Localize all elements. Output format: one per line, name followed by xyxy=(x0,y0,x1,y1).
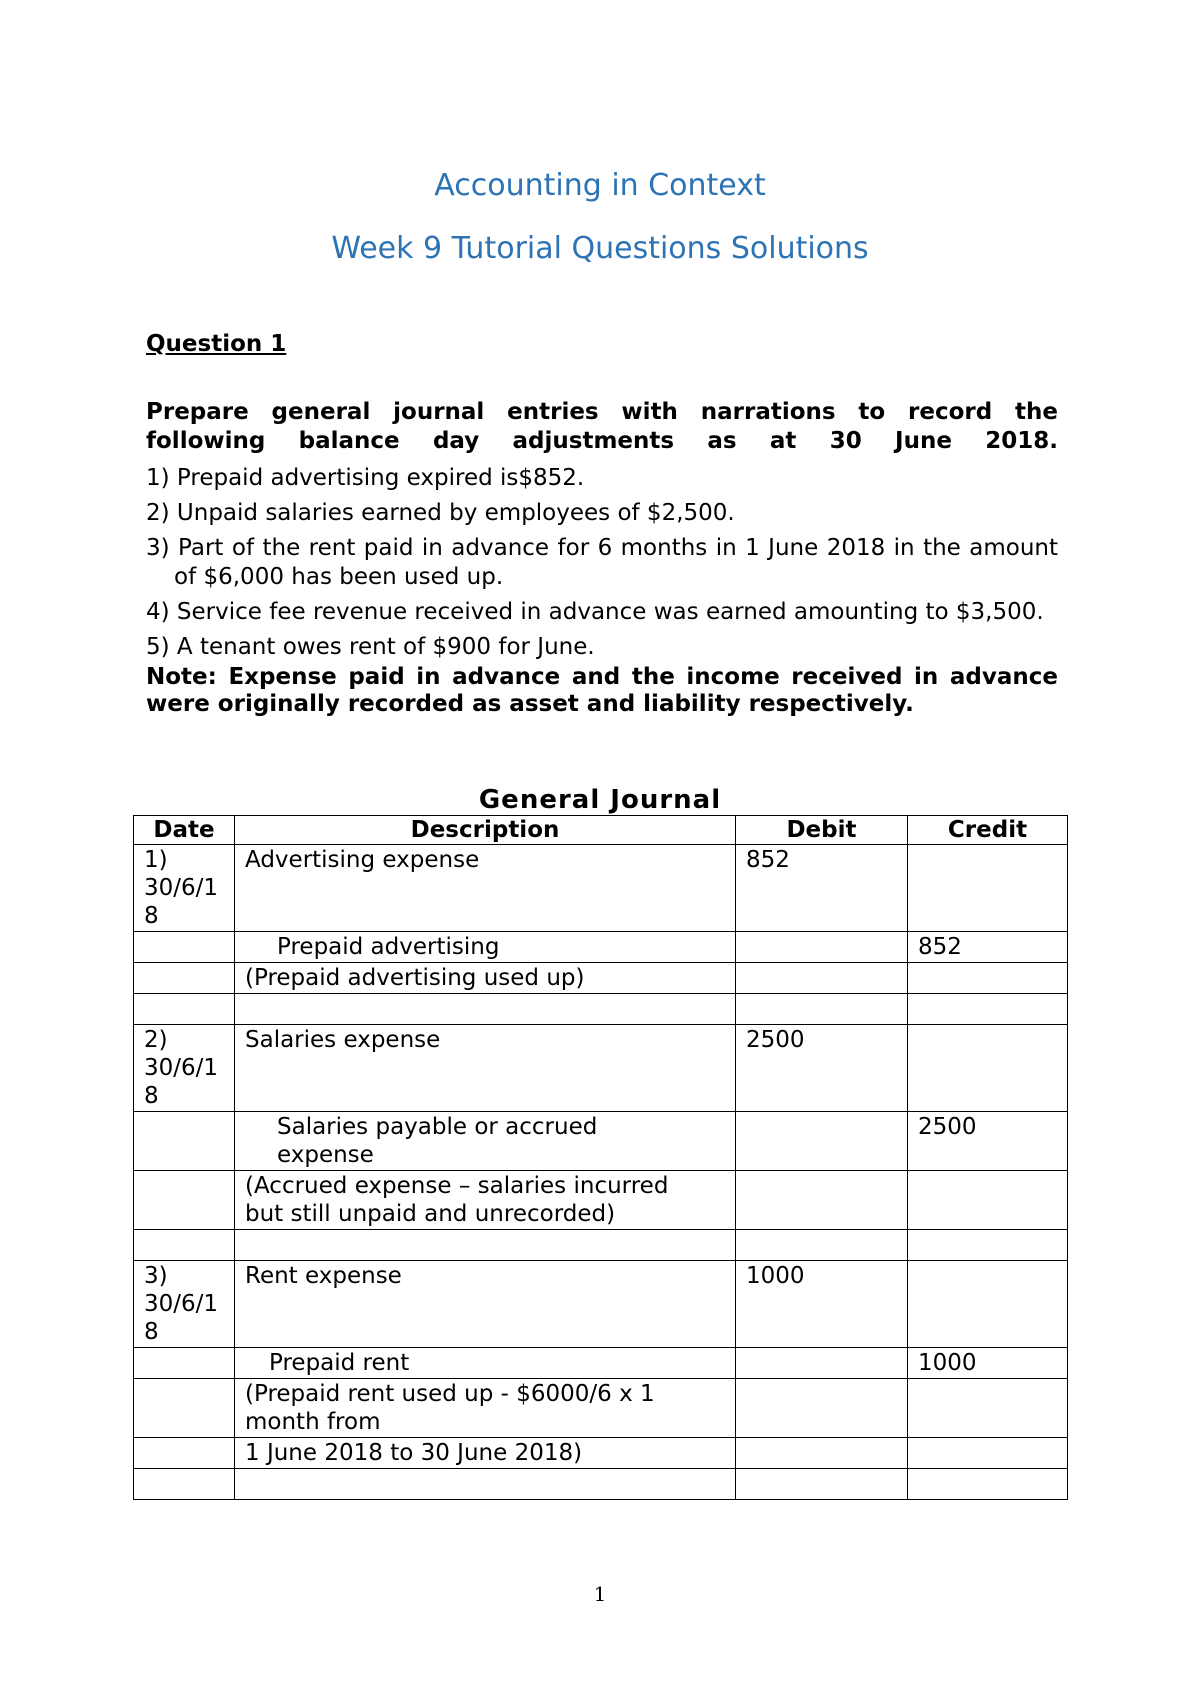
table-row xyxy=(134,1230,1068,1261)
table-row xyxy=(134,963,1068,994)
course-title: Accounting in Context xyxy=(434,168,766,203)
cell-credit: 852 xyxy=(908,932,1068,963)
cell-debit: 852 xyxy=(736,845,908,932)
list-item: 4) Service fee revenue received in advance was earned amounting to $3,500. xyxy=(146,599,1044,625)
cell-description xyxy=(235,1230,736,1261)
cell-debit xyxy=(736,1469,908,1500)
cell-debit xyxy=(736,1230,908,1261)
table-row xyxy=(134,1171,1068,1230)
table-row xyxy=(134,1261,1068,1348)
cell-credit xyxy=(908,1469,1068,1500)
cell-credit xyxy=(908,1171,1068,1230)
cell-description: Salaries payable or accrued expense xyxy=(235,1112,736,1171)
cell-description: (Prepaid advertising used up) xyxy=(235,963,736,994)
cell-credit xyxy=(908,1025,1068,1112)
journal-title: General Journal xyxy=(478,785,722,815)
cell-credit xyxy=(908,1261,1068,1348)
cell-description: (Prepaid rent used up - $6000/6 x 1 month from xyxy=(235,1379,736,1438)
cell-description: Advertising expense xyxy=(235,845,736,932)
cell-date: 2) 30/6/1 8 xyxy=(134,1025,235,1112)
cell-description: 1 June 2018 to 30 June 2018) xyxy=(235,1438,736,1469)
cell-date xyxy=(134,963,235,994)
column-header-credit: Credit xyxy=(908,816,1068,845)
cell-debit xyxy=(736,1348,908,1379)
adjustment-list xyxy=(146,464,1058,668)
cell-credit: 2500 xyxy=(908,1112,1068,1171)
table-row xyxy=(134,1112,1068,1171)
cell-date xyxy=(134,1112,235,1171)
cell-date xyxy=(134,994,235,1025)
list-item: 2) Unpaid salaries earned by employees of $2,500. xyxy=(146,500,735,526)
cell-debit xyxy=(736,1438,908,1469)
cell-description: Salaries expense xyxy=(235,1025,736,1112)
cell-date xyxy=(134,1348,235,1379)
cell-credit xyxy=(908,994,1068,1025)
question-heading: Question 1 xyxy=(146,331,287,357)
note xyxy=(146,664,1058,718)
cell-debit xyxy=(736,1171,908,1230)
cell-debit: 2500 xyxy=(736,1025,908,1112)
note-text: Note: Expense paid in advance and the income received in advance were originally recorded as asset and liability respectively. xyxy=(146,664,1058,717)
question-intro xyxy=(146,398,1058,456)
general-journal-table xyxy=(133,815,1068,1500)
cell-description xyxy=(235,1469,736,1500)
list-item: 5) A tenant owes rent of $900 for June. xyxy=(146,634,595,660)
table-header-row xyxy=(134,816,1068,845)
table-row xyxy=(134,1379,1068,1438)
cell-date xyxy=(134,1171,235,1230)
column-header-description: Description xyxy=(235,816,736,845)
table-row xyxy=(134,1469,1068,1500)
cell-credit xyxy=(908,845,1068,932)
table-row xyxy=(134,1025,1068,1112)
cell-date xyxy=(134,932,235,963)
cell-credit xyxy=(908,1438,1068,1469)
table-row xyxy=(134,845,1068,932)
cell-debit xyxy=(736,1379,908,1438)
cell-credit: 1000 xyxy=(908,1348,1068,1379)
table-row xyxy=(134,932,1068,963)
list-item: 3) Part of the rent paid in advance for 6 months in 1 June 2018 in the amount of $6,000 has been used up. xyxy=(146,535,1058,590)
cell-description: Prepaid advertising xyxy=(235,932,736,963)
cell-description: Rent expense xyxy=(235,1261,736,1348)
cell-date xyxy=(134,1469,235,1500)
column-header-debit: Debit xyxy=(736,816,908,845)
cell-debit: 1000 xyxy=(736,1261,908,1348)
list-item: 1) Prepaid advertising expired is$852. xyxy=(146,465,585,491)
table-row xyxy=(134,1348,1068,1379)
table-row xyxy=(134,994,1068,1025)
cell-date: 1) 30/6/1 8 xyxy=(134,845,235,932)
cell-date xyxy=(134,1230,235,1261)
cell-debit xyxy=(736,932,908,963)
cell-credit xyxy=(908,1230,1068,1261)
cell-description: (Accrued expense – salaries incurred but still unpaid and unrecorded) xyxy=(235,1171,736,1230)
cell-debit xyxy=(736,963,908,994)
cell-description xyxy=(235,994,736,1025)
page-number: 1 xyxy=(593,1582,607,1606)
cell-credit xyxy=(908,1379,1068,1438)
cell-debit xyxy=(736,1112,908,1171)
cell-date xyxy=(134,1438,235,1469)
question-intro-text: Prepare general journal entries with narrations to record the following balance day adjustments as at 30 June 2018. xyxy=(146,399,1058,454)
document-subtitle: Week 9 Tutorial Questions Solutions xyxy=(331,231,869,266)
column-header-date: Date xyxy=(134,816,235,845)
cell-debit xyxy=(736,994,908,1025)
cell-date xyxy=(134,1379,235,1438)
cell-description: Prepaid rent xyxy=(235,1348,736,1379)
cell-date: 3) 30/6/1 8 xyxy=(134,1261,235,1348)
cell-credit xyxy=(908,963,1068,994)
table-row xyxy=(134,1438,1068,1469)
